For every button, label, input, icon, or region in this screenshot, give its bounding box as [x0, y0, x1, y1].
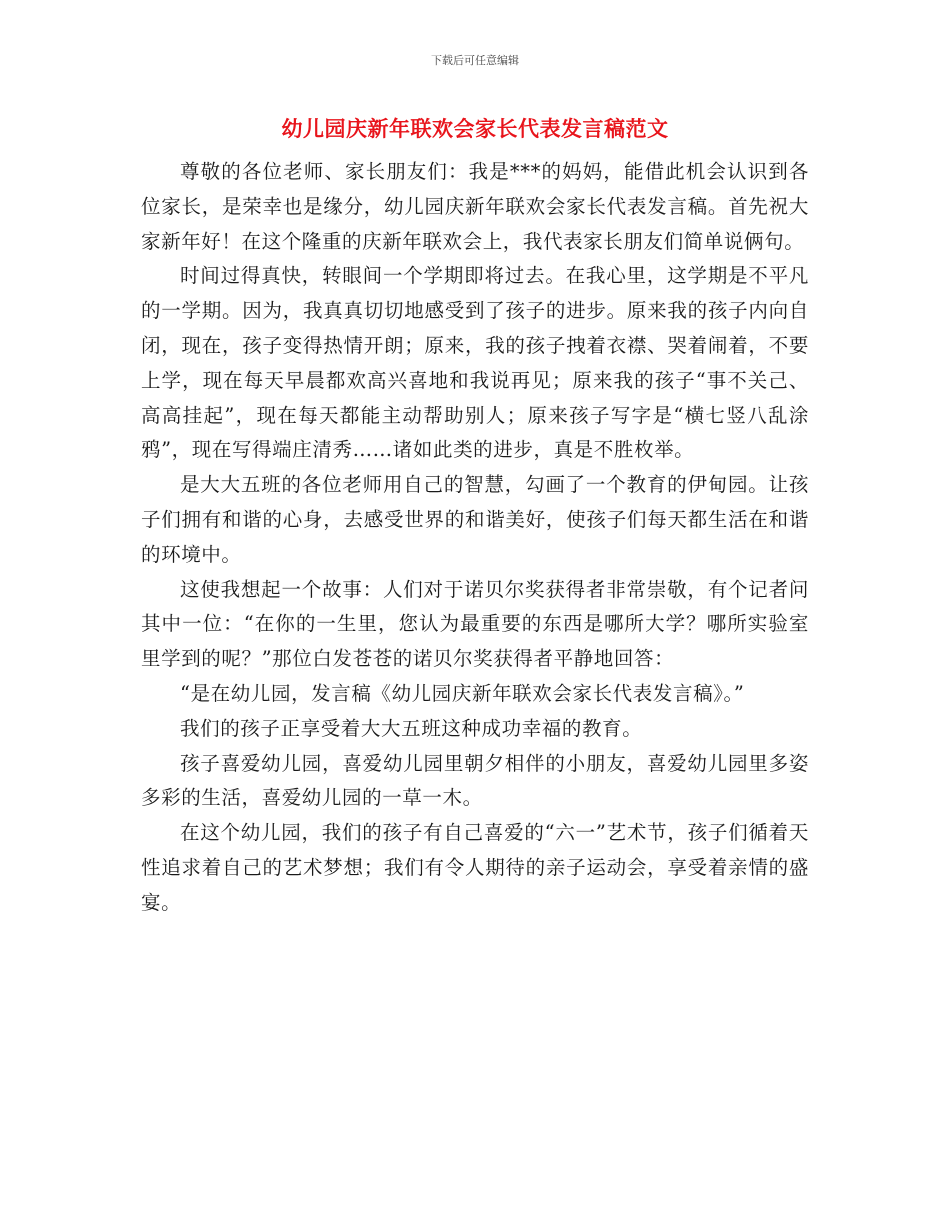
document-body [141, 155, 809, 921]
paragraph-teachers: 是大大五班的各位老师用自己的智慧，勾画了一个教育的伊甸园。让孩子们拥有和谐的心身，去感受世界的和谐美好，使孩子们每天都生活在和谐的环境中。 [141, 473, 809, 566]
paragraph-progress: 时间过得真快，转眼间一个学期即将过去。在我心里，这学期是不平凡的一学期。因为，我真真切切地感受到了孩子的进步。原来我的孩子内向自闭，现在，孩子变得热情开朗；原来，我的孩子拽着衣襟、哭着闹着，不要上学，现在每天早晨都欢高兴喜地和我说再见；原来我的孩子“事不关己、高高挂起”，现在每天都能主动帮助别人；原来孩子写字是“横七竖八乱涂鸦”，现在写得端庄清秀……诸如此类的进步，真是不胜枚举。 [141, 264, 809, 462]
paragraph-education: 我们的孩子正享受着大大五班这种成功幸福的教育。 [180, 716, 643, 740]
paragraph-greeting: 尊敬的各位老师、家长朋友们：我是***的妈妈，能借此机会认识到各位家长，是荣幸也是缘分，幼儿园庆新年联欢会家长代表发言稿。首先祝大家新年好！在这个隆重的庆新年联欢会上，我代表家长朋友们简单说俩句。 [141, 160, 809, 253]
paragraph-story: 这使我想起一个故事：人们对于诺贝尔奖获得者非常崇敬，有个记者问其中一位：“在你的一生里，您认为最重要的东西是哪所大学？哪所实验室里学到的呢？”那位白发苍苍的诺贝尔奖获得者平静地回答： [141, 577, 809, 671]
paragraph-quote: “是在幼儿园，发言稿《幼儿园庆新年联欢会家长代表发言稿》。” [180, 681, 745, 705]
document-title: 幼儿园庆新年联欢会家长代表发言稿范文 [281, 116, 669, 141]
paragraph-art-festival: 在这个幼儿园，我们的孩子有自己喜爱的“六一”艺术节，孩子们循着天性追求着自己的艺术梦想；我们有令人期待的亲子运动会，享受着亲情的盛宴。 [141, 821, 809, 914]
paragraph-love: 孩子喜爱幼儿园，喜爱幼儿园里朝夕相伴的小朋友，喜爱幼儿园里多姿多彩的生活，喜爱幼儿园的一草一木。 [141, 751, 809, 810]
page-header-note: 下载后可任意编辑 [431, 54, 519, 67]
